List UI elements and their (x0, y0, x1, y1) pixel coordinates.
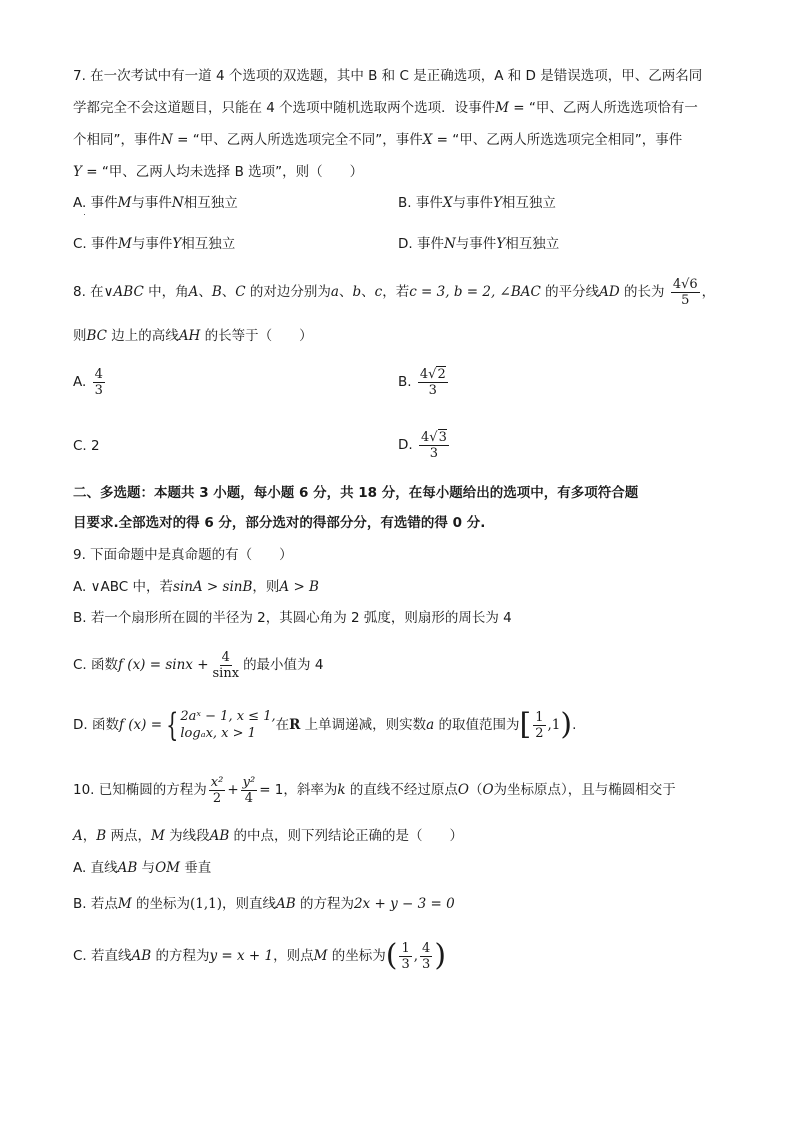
var-M: M (118, 236, 132, 252)
left-paren-icon: ( (385, 938, 398, 973)
option-label: B. 若点 (73, 896, 118, 912)
q8-option-d (398, 425, 451, 465)
fraction-denominator: 3 (428, 382, 437, 398)
var-N: N (443, 236, 456, 252)
var-X: X (442, 195, 453, 211)
var-Y: Y (73, 164, 82, 180)
option-text: ，则点 (273, 948, 314, 964)
line-equation: 2x + y − 3 = 0 (353, 896, 455, 912)
interval-end: ,1 (547, 717, 561, 733)
option-fraction (211, 650, 242, 681)
var-a: a (426, 717, 435, 733)
line-equation: y = x + 1 (209, 948, 274, 964)
option-text: 的取值范围为 (434, 717, 520, 733)
coordinate-fraction-x (399, 941, 411, 972)
fraction-denominator: 2 (212, 790, 222, 806)
case-1: 2aˣ − 1, x ≤ 1, (180, 709, 276, 724)
option-text: 上单调递减，则实数 (300, 717, 427, 733)
q10-option-c (73, 936, 446, 976)
comma-separator: , (413, 948, 419, 964)
q10-text: = 1，斜率为 (259, 782, 338, 798)
fraction-numerator: 4√2 (419, 366, 446, 382)
var-A: A (188, 284, 199, 300)
option-text: 在 (275, 717, 290, 733)
option-fraction (533, 710, 545, 741)
var-Y: Y (492, 195, 502, 211)
q9-option-b (73, 608, 512, 628)
option-label: A. ∨ABC (73, 579, 129, 595)
q8-text: 的平分线 (540, 284, 600, 300)
q8-text: ， (701, 284, 716, 300)
option-label: C. 若直线 (73, 948, 132, 964)
var-M: M (117, 195, 132, 211)
ellipse-term-y (241, 775, 258, 806)
right-paren-icon: ) (434, 938, 447, 973)
fraction-denominator: 3 (422, 956, 431, 972)
option-label: D. 事件 (398, 236, 444, 252)
var-C: C (235, 284, 246, 300)
q10-text: （ (468, 782, 483, 798)
option-label: A. (73, 374, 87, 390)
section-heading-line-2 (73, 513, 485, 533)
q9-option-a (73, 577, 319, 597)
option-text: ，则 (252, 579, 280, 595)
option-label: B. (398, 374, 412, 390)
q8-line-2 (73, 326, 313, 346)
q10-text: ， (82, 828, 97, 844)
option-text: ，则直线 (222, 896, 276, 912)
var-B: B (211, 284, 222, 300)
point-coordinates: (1,1) (189, 896, 222, 912)
fraction-numerator: 4 (221, 649, 230, 665)
option-text: 的坐标为 (327, 948, 386, 964)
option-text: . (572, 717, 577, 733)
q7-option-b (398, 193, 556, 213)
q10-text: 为坐标原点），且与椭圆相交于 (493, 782, 676, 798)
q7-text: = “甲、乙两人所选选项完全不同”，事件 (172, 132, 423, 148)
q10-text: 两点， (106, 828, 151, 844)
option-text: 的最小值为 4 (243, 657, 324, 673)
option-text: 相互独立 (505, 236, 560, 252)
option-text: 垂直 (179, 860, 212, 876)
option-label: B. 事件 (398, 195, 443, 211)
triangle-abc: ∨ABC (103, 284, 144, 300)
q9-option-c (73, 645, 323, 685)
q7-text: 学都完全不会这道题目，只能在 4 个选项中随机选取两个选项．设事件 (73, 100, 496, 116)
q7-line-1 (73, 66, 702, 86)
q10-text: 为线段 (164, 828, 210, 844)
option-text: 与事件 (452, 195, 493, 211)
var-M: M (495, 100, 509, 116)
q8-option-c (73, 436, 100, 456)
ellipse-term-x (209, 775, 226, 806)
q10-text: 10. 已知椭圆的方程为 (73, 782, 207, 798)
var-N: N (161, 132, 173, 148)
var-A: A (73, 828, 83, 844)
q7-text: 7. 在一次考试中有一道 4 个选项的双选题，其中 B 和 C 是正确选项，A 和 D 是错误选项，甲、乙两名同 (73, 68, 703, 84)
section-heading: 目要求.全部选对的得 6 分，部分选对的得部分分，有选错的得 0 分. (73, 515, 486, 531)
q7-text: = “甲、乙两人所选选项完全相同”，事件 (432, 132, 683, 148)
q7-option-c (73, 234, 235, 254)
q10-option-a (73, 858, 211, 878)
fraction-numerator: 4 (422, 940, 431, 956)
var-AB: AB (209, 828, 230, 844)
scan-speck (84, 214, 85, 215)
q9-text: 9. 下面命题中是真命题的有（ ） (73, 547, 293, 563)
q9-option-d (73, 703, 576, 747)
right-paren-icon: ) (560, 707, 573, 742)
option-text: 的坐标为 (131, 896, 190, 912)
condition-expression: c = 3, b = 2, ∠BAC (409, 284, 541, 300)
option-text: 相互独立 (501, 195, 556, 211)
q9-stem (73, 545, 293, 565)
var-O: O (482, 782, 494, 798)
q8-text: 、 (338, 284, 353, 300)
fraction-numerator: x² (210, 774, 224, 790)
fraction-denominator: 3 (401, 956, 410, 972)
q8-text: 、 (361, 284, 375, 300)
function-expression: f (x) = (118, 717, 163, 733)
fraction-denominator: 3 (429, 445, 439, 461)
var-OM: OM (155, 860, 180, 876)
q8-option-a (73, 362, 107, 402)
q7-text: = “甲、乙两人均未选择 B 选项”，则（ ） (81, 164, 364, 180)
option-text: 相互独立 (181, 236, 236, 252)
radicand: 3 (438, 429, 447, 445)
q8-line-1 (73, 272, 715, 312)
fraction-denominator: 2 (535, 725, 544, 741)
q8-text: 的长为 (619, 284, 665, 300)
var-AB: AB (117, 860, 138, 876)
q10-line-2 (73, 826, 463, 846)
numerator-coefficient: 4 (419, 366, 429, 382)
q7-option-d (398, 234, 559, 254)
inequality-expression: sinA > sinB (172, 579, 253, 595)
option-label: C. 函数 (73, 657, 119, 673)
var-c: c (374, 284, 383, 300)
var-b: b (352, 284, 362, 300)
option-text: 与 (137, 860, 156, 876)
option-text: 与事件 (455, 236, 497, 252)
option-text: 相互独立 (183, 195, 238, 211)
q8-text: 的长等于（ ） (200, 328, 313, 344)
var-AB: AB (276, 896, 296, 912)
option-fraction (419, 430, 449, 461)
option-label: C. 事件 (73, 236, 119, 252)
var-M: M (313, 948, 328, 964)
var-M: M (117, 896, 132, 912)
option-text: 与事件 (131, 236, 173, 252)
var-X: X (422, 132, 433, 148)
q8-text: 8. 在 (73, 284, 104, 300)
option-label: C. 2 (73, 438, 100, 454)
fraction-numerator: 1 (535, 709, 544, 725)
option-text: 的方程为 (295, 896, 354, 912)
q8-text: 则 (73, 328, 87, 344)
radicand: 2 (437, 366, 446, 382)
left-bracket-icon: [ (519, 707, 532, 742)
numerator-coefficient: 4 (420, 429, 430, 445)
var-a: a (330, 284, 339, 300)
fraction-numerator: 4 (94, 366, 103, 382)
fraction-numerator: y² (242, 774, 256, 790)
option-label: D. (398, 437, 413, 453)
q7-text: 个相同”，事件 (73, 132, 161, 148)
coordinate-fraction-y (420, 941, 432, 972)
var-AD: AD (599, 284, 620, 300)
var-Y: Y (496, 236, 506, 252)
section-heading: 二、多选题：本题共 3 小题，每小题 6 分，共 18 分，在每小题给出的选项中，有多项符合题 (73, 485, 639, 501)
var-k: k (337, 782, 346, 798)
case-2: logₐx, x > 1 (180, 726, 256, 741)
fraction-denominator: sinx (212, 665, 240, 681)
q7-line-2 (73, 98, 698, 118)
var-O: O (457, 782, 469, 798)
fraction-denominator: 3 (94, 382, 103, 398)
var-BC: BC (86, 328, 108, 344)
q8-text: 中，角 (143, 284, 189, 300)
inequality-expression: A > B (279, 579, 319, 595)
q10-text: 的中点，则下列结论正确的是（ ） (229, 828, 464, 844)
option-text: 的方程为 (151, 948, 210, 964)
var-M: M (150, 828, 165, 844)
option-text: 与事件 (131, 195, 172, 211)
piecewise-cases (180, 708, 275, 742)
option-text: B. 若一个扇形所在圆的半径为 2，其圆心角为 2 弧度，则扇形的周长为 4 (73, 610, 512, 626)
q7-option-a (73, 193, 238, 213)
fraction-numerator: 1 (401, 940, 410, 956)
fraction-ad-length (671, 277, 700, 308)
var-AH: AH (178, 328, 201, 344)
plus-sign: + (227, 782, 239, 798)
q8-text: 、 (198, 284, 212, 300)
option-label: A. 事件 (73, 195, 118, 211)
q7-text: = “甲、乙两人所选选项恰有一 (509, 100, 698, 116)
section-heading-line-1 (73, 483, 638, 503)
q10-line-1 (73, 768, 676, 812)
var-AB: AB (131, 948, 152, 964)
q8-text: ，若 (382, 284, 410, 300)
q7-line-4 (73, 162, 363, 182)
fraction-denominator: 4 (244, 790, 254, 806)
var-Y: Y (172, 236, 182, 252)
option-text: 中，若 (128, 579, 173, 595)
option-label: A. 直线 (73, 860, 118, 876)
fraction-numerator: 4√3 (420, 429, 447, 445)
var-N: N (171, 195, 184, 211)
option-fraction (93, 367, 105, 398)
option-fraction (418, 367, 448, 398)
q8-text: 的对边分别为 (245, 284, 331, 300)
fraction-denominator: 5 (681, 292, 690, 308)
real-numbers-symbol: R (289, 717, 301, 733)
q10-option-b (73, 894, 455, 914)
option-label: D. 函数 (73, 717, 119, 733)
q10-text: 的直线不经过原点 (345, 782, 458, 798)
q8-text: 边上的高线 (107, 328, 179, 344)
q8-option-b (398, 362, 450, 402)
function-expression: f (x) = sinx + (118, 657, 209, 673)
left-brace-icon: { (166, 706, 179, 744)
q8-text: 、 (221, 284, 236, 300)
var-B: B (96, 828, 107, 844)
q7-line-3 (73, 130, 682, 150)
fraction-numerator: 4√6 (672, 276, 698, 292)
